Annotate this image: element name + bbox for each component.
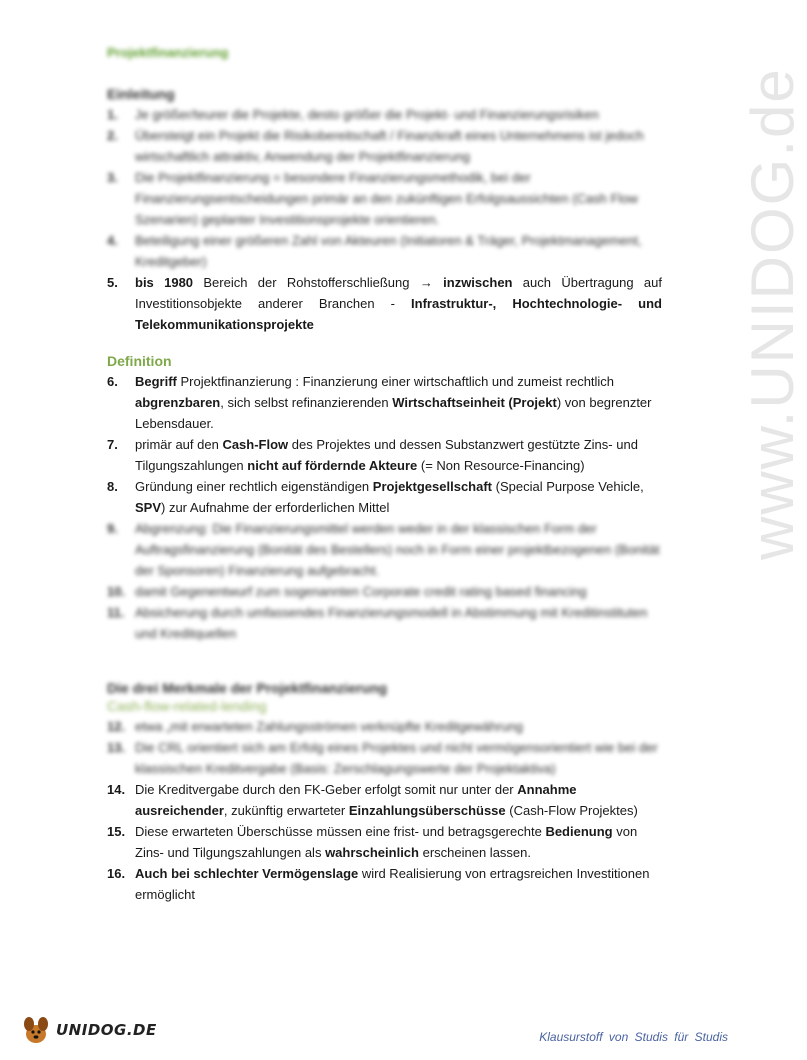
list-item: 5. bis 1980 Bereich der Rohstofferschließung → inzwischen auch Übertragung auf Investitionsobjekte anderer Branchen - Infrastruktur-, Hochtechnologie- und Telekommunikationsprojekte <box>107 275 663 332</box>
document-title: Projektfinanzierung <box>107 45 229 60</box>
footer-logo[interactable] <box>22 1015 157 1045</box>
list-item: 10. damit Gegenentwurf zum sogenannten Corporate credit rating based financing <box>107 584 587 599</box>
dog-logo-icon <box>22 1015 50 1045</box>
list-item: 8. Gründung einer rechtlich eigenständigen Projektgesellschaft (Special Purpose Vehicle, SPV) zur Aufnahme der erforderlichen Mittel <box>107 479 644 515</box>
section-subheading-cashflow: Cash-flow-related-lending <box>107 698 267 714</box>
list-item: 9. Abgrenzung: Die Finanzierungsmittel werden weder in der klassischen Form der Auftragsfinanzierung (Bonität des Bestellers) noch in Form einer projektbezogenen (Bonität der Sponsoren) Finanzierung aufgebracht. <box>107 521 660 578</box>
merkmale-list <box>107 716 662 905</box>
list-item: 16. Auch bei schlechter Vermögenslage wird Realisierung von ertragsreichen Investitionen ermöglicht <box>107 866 650 902</box>
document-body <box>107 40 662 905</box>
list-item: 6. Begriff Projektfinanzierung : Finanzierung einer wirtschaftlich und zumeist rechtlich abgrenzbaren, sich selbst refinanzierenden Wirtschaftseinheit (Projekt) von begrenzter Lebensdauer. <box>107 374 652 431</box>
list-item: 2. Übersteigt ein Projekt die Risikobereitschaft / Finanzkraft eines Unternehmens ist jedoch wirtschaftlich attraktiv, Anwendung der Projektfinanzierung <box>107 128 644 164</box>
list-item: 7. primär auf den Cash-Flow des Projektes und dessen Substanzwert gestützte Zins- und Tilgungszahlungen nicht auf fördernde Akteure (= Non Resource-Financing) <box>107 437 638 473</box>
watermark: www.UNIDOG.de <box>739 67 806 560</box>
arrow-right-icon: → <box>419 275 433 290</box>
list-item: 4. Beteiligung einer größeren Zahl von Akteuren (Initiatoren & Träger, Projektmanagement, Kreditgeber) <box>107 233 642 269</box>
footer-tagline: Klausurstoff von Studis für Studis <box>539 1030 728 1044</box>
list-item: 13. Die CRL orientiert sich am Erfolg eines Projektes und nicht vermögensorientiert wie bei der klassischen Kreditvergabe (Basis: Zerschlagungswerte der Projektaktiva) <box>107 740 658 776</box>
list-item: 1. Je größer/teurer die Projekte, desto größer die Projekt- und Finanzierungsrisiken <box>107 107 599 122</box>
list-item: 3. Die Projektfinanzierung = besondere Finanzierungsmethodik, bei der Finanzierungsentscheidungen primär an den zukünftigen Erfolgsaussichten (Cash Flow Szenarien) geplanter Investitionsprojekte orientieren. <box>107 170 638 227</box>
list-item: 11. Absicherung durch umfassendes Finanzierungsmodell in Abstimmung mit Kreditinstituten und Kreditquellen <box>107 605 648 641</box>
list-item: 15. Diese erwarteten Überschüsse müssen eine frist- und betragsgerechte Bedienung von Zins- und Tilgungszahlungen als wahrscheinlich erscheinen lassen. <box>107 824 638 860</box>
logo-text: UNIDOG.DE <box>56 1021 157 1039</box>
einleitung-list <box>107 104 662 335</box>
section-heading-merkmale: Die drei Merkmale der Projektfinanzierung <box>107 680 388 696</box>
definition-list <box>107 371 662 644</box>
section-heading-einleitung: Einleitung <box>107 86 175 102</box>
section-heading-definition: Definition <box>107 353 172 369</box>
list-item: 12. etwa „mit erwarteten Zahlungsströmen verknüpfte Kreditgewährung <box>107 719 524 734</box>
list-item: 14. Die Kreditvergabe durch den FK-Geber erfolgt somit nur unter der Annahme ausreichender, zukünftig erwarteter Einzahlungsüberschüsse (Cash-Flow Projektes) <box>107 782 638 818</box>
